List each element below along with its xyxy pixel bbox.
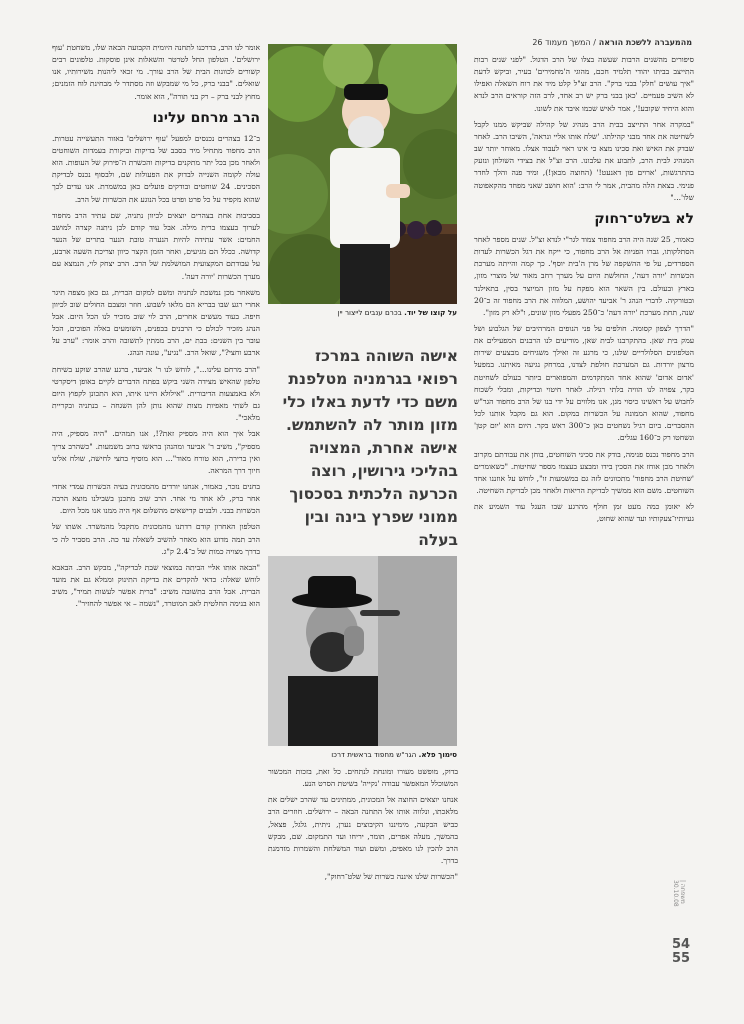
paragraph: ב־12 בצהרים נכנסים למפעל 'עוף ירושלים' באזור התעשייה עטרות. הרב מחפוד מתחיל מיד בסבב של בדיקות וביקורת בעמדות השוחטים ולאחר מכן בכל יתר מתקנים בדיקות והכשרת ה־פירוק של העופות. הוא עולה לקומה השנייה לבדוק את הפעולות שם, ולבסוף נכנס לבדיקת הסכינים. 24 שוחטים ובודקים פועלים כאן במשמרת. אנו עדים לכך שהוא מקפיד על כל פרט ופרט בכל הנוגע את הכשרות של הרב. [52,133,260,204]
header-title: מהמעברה ללשכת הוראה [598,38,692,47]
paragraph: לא יאומן כמה מעט זמן חולף מהרגע שבו העגל עוד השמיע את געיותיו־צעקותיו ועד שהוא שחוט, [474,502,694,524]
page-number-bottom: 55 [672,951,691,966]
paragraph: בחנים נזכר, כאמור, אנחנו יורדים מהמכונית בעיה הכשרות עמדי אחדי אחר ברק, לא אחד מי אחד. הרב שוב מתכנן בשבילנו מוצא הרבה הכשרות בבני. ולבנים קדישאים מהשלום אף היה ממנו אנו מכל היום. [52,482,260,516]
section-heading: לא בשלט־רחוק [594,210,694,227]
paragraph: הטלפון האחרון קודם רדתנו מהמכונית מתקבל מהמשרד. אשתו של הרב תמה מדוע הוא מאחר להשיב לשאלה עד כה. הרב מסביר לה כי בדרך מצויה כמות של כ־2.4 ק"ג. [52,522,260,556]
middle-column [268,766,458,982]
page-numbers [672,938,690,966]
paragraph: "הכשרות שלנו איננה כשרות של שלט־רחוק", [324,872,458,882]
vineyard-photo [268,44,457,304]
side-magazine-tag: משפחה | 30.10.08 [672,880,686,907]
paragraph: "במקרה אחר התייצב בבית הרב מנהיג של קהילה שביקש ממנו לקבל לשחיטה את אחד מבני קהילתו. 'שלח אותו אליי ונראה', השיבו הרב. לאחר שבדק את האיש ואת סכינו מצא כי אינו ראוי לעבוד אצלו. מאוחר יותר שב המנהיג לבית הרב, לתבוע את עלבונו. הרב זצ"ל את בצידי השולחן ונזעק בהתרגשות, 'ארוים פון דאנעט!' (החוצה מכאן!), ומיד פנה והלך לחדר פנימי. בצאת הלה מהבית, אמר לי הרב: 'הוא חושב שאני מפחד מהקאפוטה שלו'..." [474,119,694,202]
left-column [52,42,260,982]
section-heading: הרב מרחם עלינו [152,109,260,126]
paragraph: "הרב מרחם עלינו...", לוחש לנו ר' אביעד, ברגע שהרב שוקע בשיחת טלפון שהאיש מצידה השני ביקש בפתח הדברים לקיים באופן דיסקרטי ולא באמצעות הדיבורית. "אילולא היינו איתו, הוא התכונן לקפוץ היום גם לשתי מאפיות מצות שהוא נותן להן השגחה – בנתניה ובקריית מלאכי". [52,364,260,423]
caption-text: הגר"ש מחפוד בראשית דרכו [331,750,417,759]
paragraph: בסביבות אחת בצהרים יוצאים לכיוון נתניה, שם עתיד הרב מחפוד לערוך בעצמו ברית מילה. אבל עוד קודם לכן ניתנה קצרה למושב החמים: אשר עתידה להיות הנערה טובת הנער בתרים של הנער קדושה. ככלל הם מגיעים, ואחר הזמן הקצר כיוון וצריכת השעה ארבע, על עבודתם המקצועית המושלמת של הרב. הרב יצחק לוי, הנמצא עם מערך הכשרות 'יורה דעה'. [52,210,260,281]
vineyard-illustration [268,44,457,304]
header-continued: / המשך מעמוד 26 [532,38,596,47]
portrait-illustration [268,556,457,746]
bottom-photo-caption [268,750,457,759]
top-photo-caption [268,308,457,317]
paragraph: "הדרך לצפון קסומה. חולפים על פני הנופים המרהיבים של הגלבוע ושל עמק בית שאן. בהתקרבנו לבית שאן, מודיעים לנו הרבנים המפעילים את הטלפונים הסלולריים שלנו, כי מרגע זה ואילך משגיחים מבצעים שירות מרצון יורדות. גם המערכת חולפת לצדנו, במרחק נגיעה מאיתנו. במפעל 'אדום אדום' שהוא אחד המתקדמים והמפוארים ביותר בעולם לשחיטת בקר, צפויה לנו הוויה בלתי רגילה. לאחר חיטוי ובדיקות, ומבלי לשכוח לחבוש על ראשינו כיסוי מגן, אנו מלווים על ידי בנו של הרב מחפוד הגר"ש מחפוד, שהוא הממונה על הכשרות במקום. הוא גם מקבל אותנו לכל ההסברים. ביום רגיל נשחטים כאן כ־300 ראש בקר. היום הוא 'יום קטן' ונשחטו רק כ־160 עגלים. [474,323,694,443]
right-column [474,54,694,982]
paragraph: סיפורים מהשנים הרבות שעשה בצלו של הרב הדגול. "לפני שנים רבות התייצב בביתו יהודי תלמיד חכם, מהוגי ה'מחמירים' בעיר, וביקש לדעת "איך עושים 'חלק' בבני ברק". הרב זצ"ל קלט מיד את רוח השאלה ואפילו לא השיב פעמיים. 'כאן בבני ברק יש רב אחד, לרב הזה קוראים הרב לנדא והוא היחיד שקובע!', אמר לאיש שכמו איבד את לשונו. [474,55,694,113]
caption-bold: סימוך פלא. [418,750,457,759]
paragraph: אומר לנו הרב, בדרכנו לתחנה היומית הקבועה הבאה שלו, משחטת 'עוף ירושלים'. הטלפון החל לטרטר והשאלות אינן פוסקות. טלפונים רבים קשורים לכוונות הבית של הרב עורך. מי זכאי ליהנות משירותיו, אנו שואלים. "בבני ברק, כל מי שמבקש וזה מסתדר לי מבחינת לוח הזמנים; מחוץ לבני ברק – רק בני תורה", הוא אומר. [52,43,260,101]
paragraph: אנחנו יוצאים החוצה אל המכונית, ממתינים עד שהרב ישלים את מלאכתו, ונלווה אותו אל התחנה הבאה – ירושלים. חוזרים הרב כביש הבקעה, מימיננו הקיבוצים נערן, ניתית, גלגל, פצאל, בהמשך, מעלה אפרים, תומר, יריחו ועד התמקום. שם, מבקש הרב להכין לנו מאפים, ומשם ועוד המשלחת והשמרות מזדמנת בדרך. [268,795,458,866]
paragraph: אבל איך הוא היה מספיק זאת?!, אנו תמהים. "היה מספיק, היה מספיק", משיב ר' אביעד ומהנהן בראשו ברוב משמעות. "כשהרב צריך ואין ברירה, הוא טורח מאוד"... הוא מוסיף בחצי לחישה, שולח אלינו חיוך דרך המראה. [52,429,260,475]
paragraph: "הבאה אותו אליי הביתה במוצאי שבת לבדיקה", מבקש הרב. הבאבא לוחש שאלה: כדאי להקדים את בדיקת התינוק וממלא גם את מועד הברית. אבל הרב בתשובה משיב: "ברית אפשר לעשות תמיד", משיב הוא בנימה החלטית לאב המוטרד, "נשמה – אי אפשר להחזיר". [52,562,260,609]
portrait-photo [268,556,457,746]
caption-bold: על קוצו של יוד. [404,308,457,317]
pull-quote: אישה השוהה במרכז רפואי בגרמניה מטלפנת משם כדי לדעת באלו כלי מזון מותר לה להשתמש. אישה אחרת, המצויה בהליכי גירושין, רוצה הכרעה הלכתית בסכסוך ממוני שפרץ בינה ובין בעלה [282,347,458,549]
caption-text: בכרם ענבים לייצור יין [337,308,402,317]
paragraph: משאחר מכן נמשכת לנתניה ומשם למקום הברית, גם כאן מצפה תיגר אחרי רגע שבו בבריא הם מלאו לשבוע. חוזר ומצבם החולים שוב לכיוון חיפה. בעוד מעשים אחרים, הרב לוי שוב מזכיר לנו הכל היום. אבל הנהג מזכיר לכולם כי הרבנים בבפנים, השומעים באלה הפוכים, הכל עובר בין השנים: בבת ים, הרב ממתין לתשובה והרב אומר: "ערב על ארבע וחצי?", שואל הרב. "נגיע", עונה הנהג. [52,287,260,358]
running-header [474,38,692,47]
page-number-top: 54 [672,937,691,952]
paragraph: כאמור, 25 שנה היה הרב מחפוד צמוד לגר"י לנדא זצ"ל. שנים מספר לאחר הסתלקותו, גברו הפניות אל הרב מחפוד, כי ייקח את דגל הכשרות לעדות הספרדים, על פי ההשקפה של מרן ה'בית יוסף'. כך קמה והייתה מערכת הכשרות 'יורה דעה', החולשת היום על מערך רחב מאוד של מוצרי מזון, בארץ ובעולם. בין השאר הוא מפקח על מזון המיוצר בסין, בתאילנד ובטורקיה. לדברי הנהג ר' אביעד יהושע, המלווה את הרב מחפוד זה כ־20 שנה, תחת מערכת 'יורה דעה' כ־250 מפעלי מזון שונים, ו"לא רק מזון". [474,234,694,317]
paragraph: בדוק, מופשט מעורו ומונחת לנתחים. כל זאת, בזכות המכשור המשוכלל המאפשר עבודה 'נקייה' בשיטת הסרט הנע. [268,767,458,789]
paragraph: הרב מחפוד נכנס פנימה, בודק את סכיני השוחטים, בוחן את עבודתם מקרוב ולאחר מכן אוחז את הסכין בידו ומבצע בעצמו מספר שחיטות. "כשאומרים 'שחיטת הרב מחפוד' מתכוונים לזה גם במשמעות זו", לוחש על אוזננו אחד השוחטים. משם הוא ממשיך לבדיקת הריאות ולאחר מכן לבדיקת השחיטה. [474,449,694,495]
